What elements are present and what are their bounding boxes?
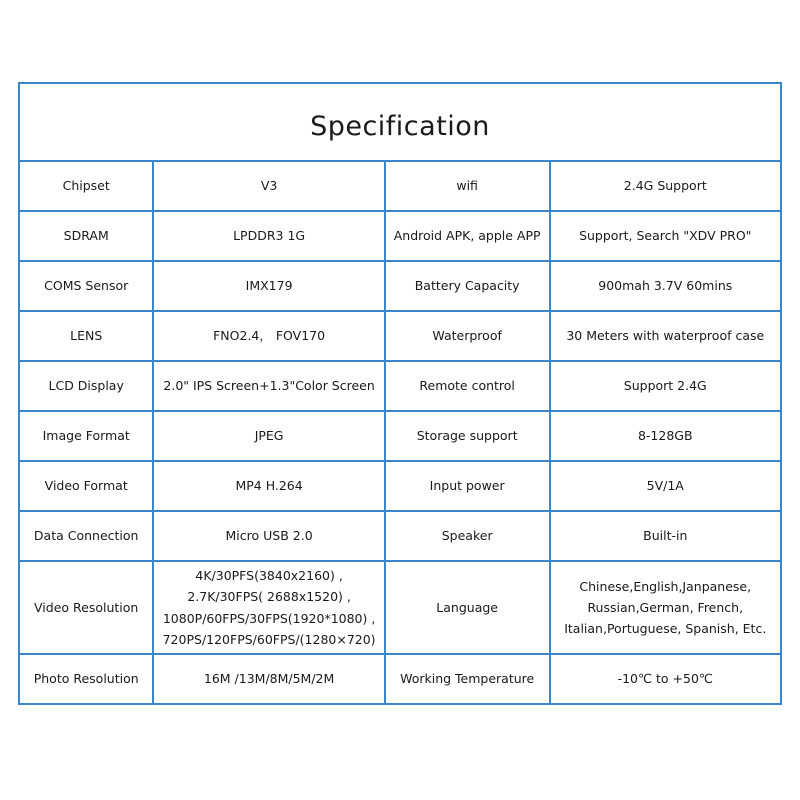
spec-key: Video Resolution bbox=[19, 561, 153, 654]
spec-value-multiline bbox=[550, 561, 781, 654]
spec-value: Support 2.4G bbox=[550, 361, 781, 411]
value-line: 4K/30PFS(3840x2160) , bbox=[195, 568, 343, 583]
spec-value: JPEG bbox=[153, 411, 384, 461]
table-row bbox=[19, 511, 781, 561]
table-row bbox=[19, 561, 781, 654]
spec-key: LCD Display bbox=[19, 361, 153, 411]
spec-key: COMS Sensor bbox=[19, 261, 153, 311]
spec-value: 30 Meters with waterproof case bbox=[550, 311, 781, 361]
spec-key: Language bbox=[385, 561, 550, 654]
table-row bbox=[19, 261, 781, 311]
spec-value: MP4 H.264 bbox=[153, 461, 384, 511]
spec-value: V3 bbox=[153, 161, 384, 211]
spec-key: Storage support bbox=[385, 411, 550, 461]
spec-key: Android APK, apple APP bbox=[385, 211, 550, 261]
value-line: 720PS/120FPS/60FPS/(1280×720) bbox=[162, 631, 376, 647]
spec-key: LENS bbox=[19, 311, 153, 361]
spec-value: LPDDR3 1G bbox=[153, 211, 384, 261]
table-row bbox=[19, 161, 781, 211]
spec-key: Data Connection bbox=[19, 511, 153, 561]
specification-table bbox=[18, 82, 782, 705]
spec-value: Micro USB 2.0 bbox=[153, 511, 384, 561]
value-line: Chinese,English,Janpanese, bbox=[579, 578, 752, 594]
spec-value: 8-128GB bbox=[550, 411, 781, 461]
spec-value: Support, Search "XDV PRO" bbox=[550, 211, 781, 261]
table-title: Specification bbox=[19, 83, 781, 161]
spec-key: Remote control bbox=[385, 361, 550, 411]
spec-value-multiline bbox=[153, 561, 384, 654]
spec-value: 900mah 3.7V 60mins bbox=[550, 261, 781, 311]
spec-value: 2.0" IPS Screen+1.3"Color Screen bbox=[153, 361, 384, 411]
spec-key: Video Format bbox=[19, 461, 153, 511]
value-line: 2.7K/30FPS( 2688x1520) , bbox=[187, 589, 351, 605]
spec-value: 16M /13M/8M/5M/2M bbox=[153, 654, 384, 704]
table-row bbox=[19, 361, 781, 411]
spec-key: SDRAM bbox=[19, 211, 153, 261]
spec-value: IMX179 bbox=[153, 261, 384, 311]
spec-value: 2.4G Support bbox=[550, 161, 781, 211]
table-row bbox=[19, 654, 781, 704]
spec-value: -10℃ to +50℃ bbox=[550, 654, 781, 704]
spec-value: 5V/1A bbox=[550, 461, 781, 511]
table-row bbox=[19, 311, 781, 361]
spec-key: Image Format bbox=[19, 411, 153, 461]
spec-key: Working Temperature bbox=[385, 654, 550, 704]
spec-key: Battery Capacity bbox=[385, 261, 550, 311]
value-line: Russian,German, French, bbox=[587, 599, 744, 615]
value-line: Italian,Portuguese, Spanish, Etc. bbox=[564, 621, 767, 637]
table-row bbox=[19, 461, 781, 511]
spec-key: Speaker bbox=[385, 511, 550, 561]
table-row bbox=[19, 411, 781, 461]
spec-value: Built-in bbox=[550, 511, 781, 561]
spec-value: FNO2.4， FOV170 bbox=[153, 311, 384, 361]
spec-key: Photo Resolution bbox=[19, 654, 153, 704]
spec-key: Waterproof bbox=[385, 311, 550, 361]
spec-key: Input power bbox=[385, 461, 550, 511]
table-row bbox=[19, 211, 781, 261]
spec-key: Chipset bbox=[19, 161, 153, 211]
spec-key: wifi bbox=[385, 161, 550, 211]
value-line: 1080P/60FPS/30FPS(1920*1080) , bbox=[162, 610, 376, 626]
